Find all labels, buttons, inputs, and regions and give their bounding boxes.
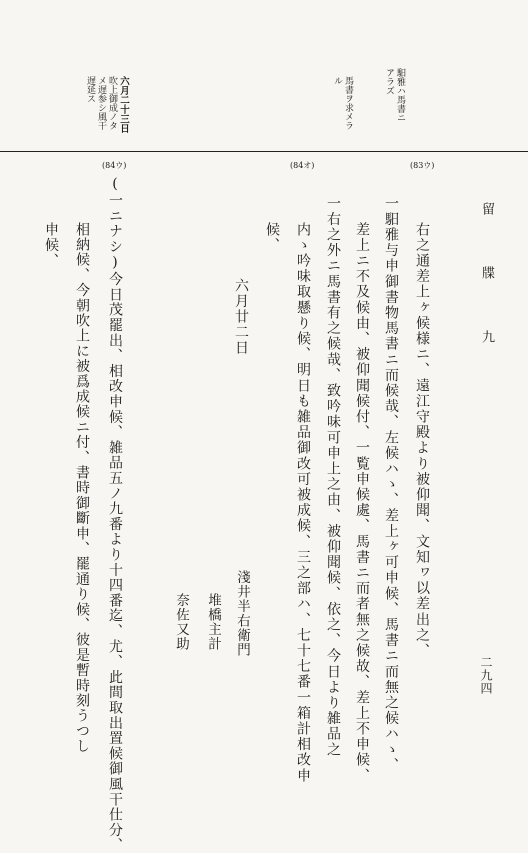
folio-ref-83u: (83ウ)	[410, 161, 435, 170]
body-line-3: 差上ニ不及候由、被仰聞候付、一覧申候處、馬書ニ而者無之候故、差上不申候、	[354, 222, 370, 784]
signature-2: 堆橋主計	[205, 593, 221, 651]
body-line-8: (一ニナシ)今日茂罷出、相改申候、雑品五ノ九番より十四番迄、尤、此間取出置候御風干仕分、	[107, 176, 123, 853]
folio-ref-84o: (84オ)	[290, 161, 315, 170]
margin-note-3: 吹上御成ノタ メ遅参シ風干 遅延ス	[85, 76, 117, 130]
body-line-4: 一右之外ニ馬書有之候哉、致吟味可申上之由、被仰聞候、依之、今日より雑品之	[325, 196, 341, 758]
body-line-10: 申候、	[43, 222, 59, 269]
body-line-5: 内ゝ吟味取懸り候、明日も雑品御改可被成候、三之部ハ、七十七番一箱計相改申	[295, 222, 311, 784]
page-number: 二九四	[479, 656, 493, 695]
margin-note-1: 馹雅ハ馬書ニ アラズ	[384, 68, 405, 122]
body-line-9: 相納候、今朝吹上に被爲成候ニ付、書時御斷申、罷通り候、彼是暫時刻うつし	[74, 222, 90, 754]
date-line: 六月廿二日	[233, 278, 249, 356]
header-rule	[0, 151, 528, 152]
body-line-6: 候、	[264, 222, 280, 254]
running-title: 留 牒 九	[479, 202, 494, 361]
margin-note-date: 六月二十三日	[118, 76, 129, 133]
body-line-2: 一馹雅与申御書物馬書ニ而候哉、左候ハゝ、差上ヶ可申候、馬書ニ而無之候ハゝ、	[383, 196, 399, 774]
signature-3: 奈佐又助	[173, 593, 189, 651]
folio-ref-84u: (84ウ)	[102, 161, 127, 170]
margin-note-2: 馬書ヲ求メラ ル	[332, 76, 353, 130]
signature-1: 淺井半右衛門	[234, 570, 250, 657]
body-line-1: 右之通差上ヶ候様ニ、遠江守殿より被仰聞、文知ヮ以差出之、	[414, 222, 430, 659]
